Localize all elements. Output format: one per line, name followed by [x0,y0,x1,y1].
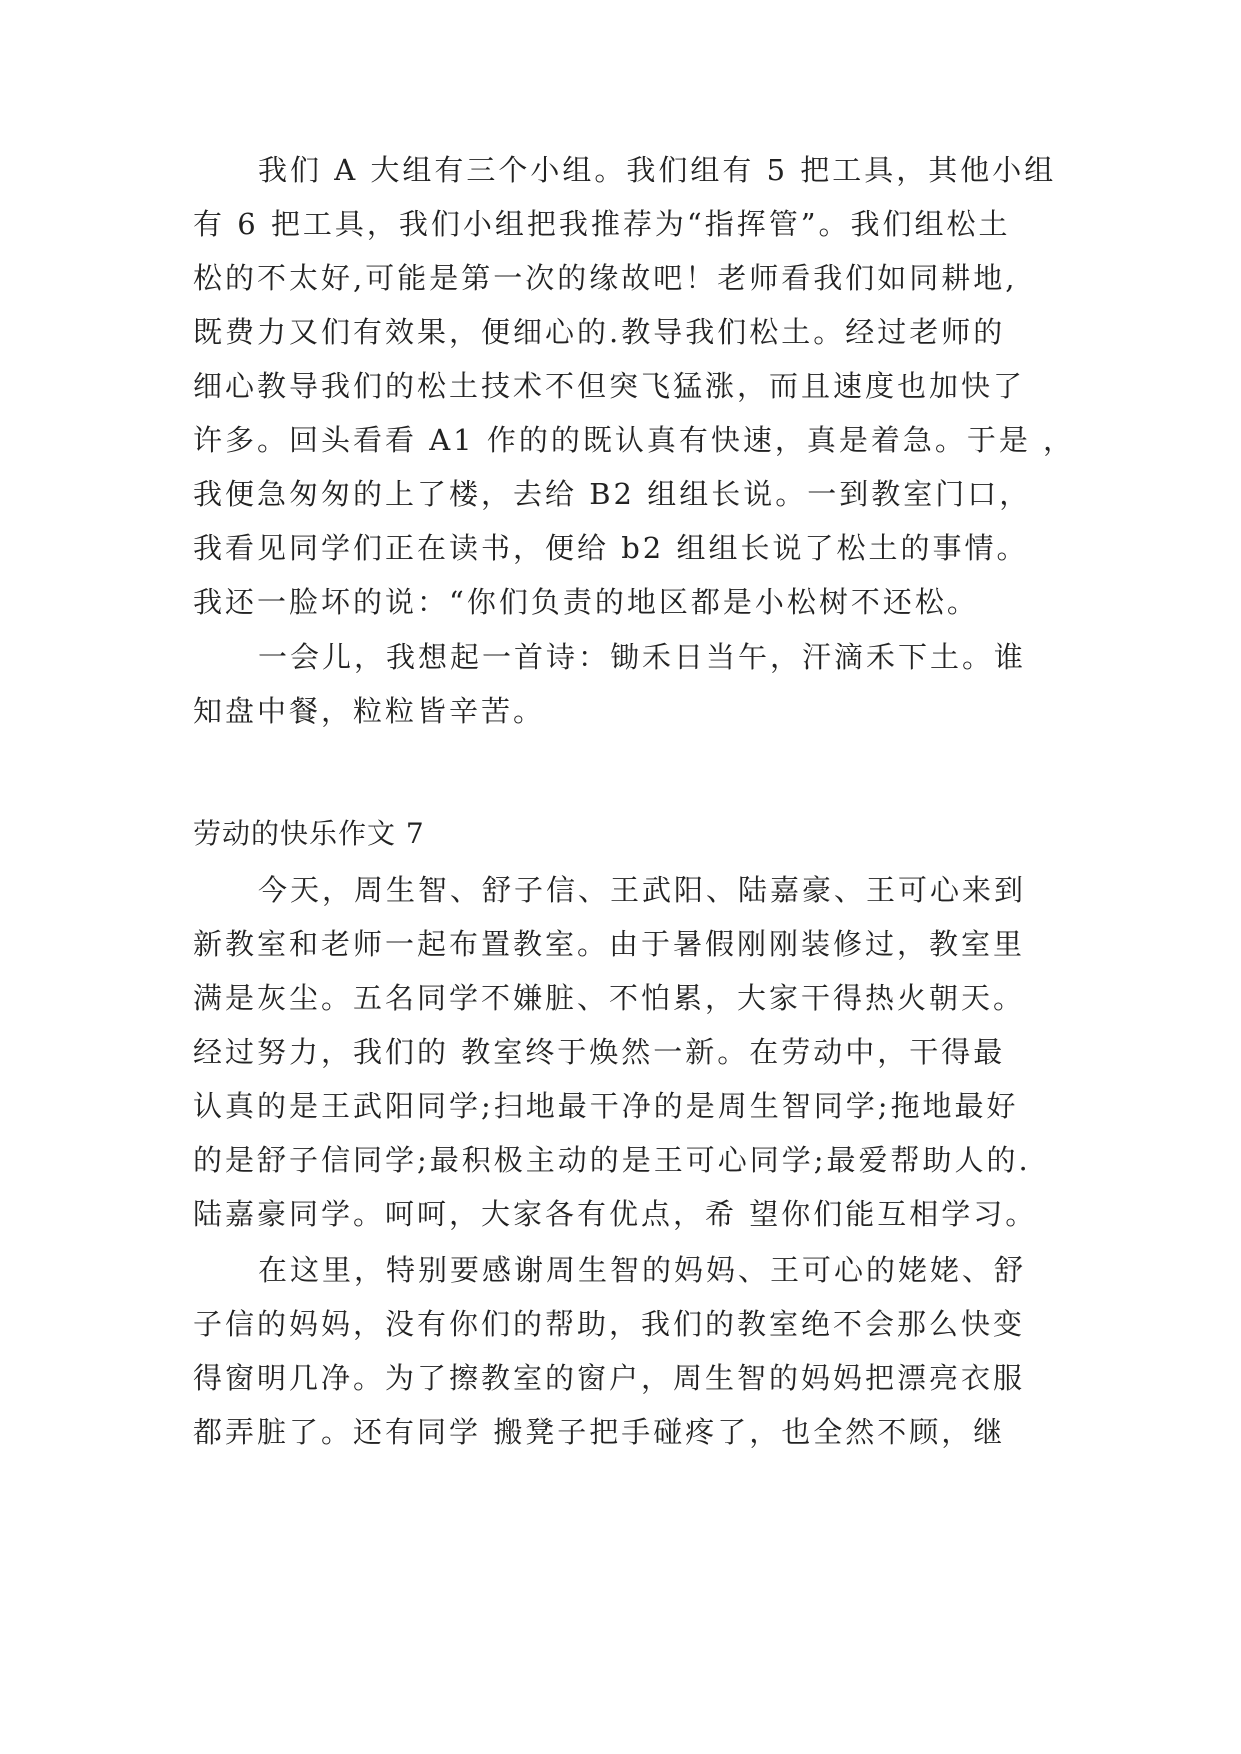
text-line: 我还一脸坏的说：“你们负责的地区都是小松树不还松。 [193,585,979,619]
text-line: 细心教导我们的松土技术不但突飞猛涨，而且速度也加快了 [193,369,1026,403]
text-line: 知盘中餐，粒粒皆辛苦。 [193,694,546,728]
text-line: 在这里，特别要感谢周生智的妈妈、王可心的姥姥、舒 [258,1253,1027,1287]
text-line: 我们 A 大组有三个小组。我们组有 5 把工具，其他小组 [258,153,1057,187]
text-line: 一会儿，我想起一首诗：锄禾日当午，汗滴禾下土。谁 [258,640,1027,674]
text-line: 许多。回头看看 A1 作的的既认真有快速，真是着急。于是 ， [193,423,1076,457]
text-line: 有 6 把工具，我们小组把我推荐为“指挥管”。我们组松土 [193,207,1011,241]
section-title: 劳动的快乐作文 7 [193,817,425,850]
text-line: 今天，周生智、舒子信、王武阳、陆嘉豪、王可心来到 [258,873,1027,907]
text-line: 得窗明几净。为了擦教室的窗户，周生智的妈妈把漂亮衣服 [193,1361,1026,1395]
text-line: 陆嘉豪同学。呵呵，大家各有优点，希 望你们能互相学习。 [193,1197,1038,1231]
text-line: 都弄脏了。还有同学 搬凳子把手碰疼了，也全然不顾，继 [193,1415,1006,1449]
text-line: 我便急匆匆的上了楼，去给 B2 组组长说。一到教室门口， [193,477,1032,511]
text-line: 认真的是王武阳同学;扫地最干净的是周生智同学;拖地最好 [193,1089,1019,1123]
text-line: 既费力又们有效果，便细心的.教导我们松土。经过老师的 [193,315,1006,349]
text-line: 满是灰尘。五名同学不嫌脏、不怕累，大家干得热火朝天。 [193,981,1026,1015]
text-line: 我看见同学们正在读书，便给 b2 组组长说了松土的事情。 [193,531,1029,565]
text-line: 子信的妈妈，没有你们的帮助，我们的教室绝不会那么快变 [193,1307,1026,1341]
text-line: 新教室和老师一起布置教室。由于暑假刚刚装修过，教室里 [193,927,1026,961]
text-line: 松的不太好,可能是第一次的缘故吧！老师看我们如同耕地, [193,261,1018,295]
text-line: 经过努力，我们的 教室终于焕然一新。在劳动中，干得最 [193,1035,1006,1069]
text-line: 的是舒子信同学;最积极主动的是王可心同学;最爱帮助人的. [193,1143,1031,1177]
